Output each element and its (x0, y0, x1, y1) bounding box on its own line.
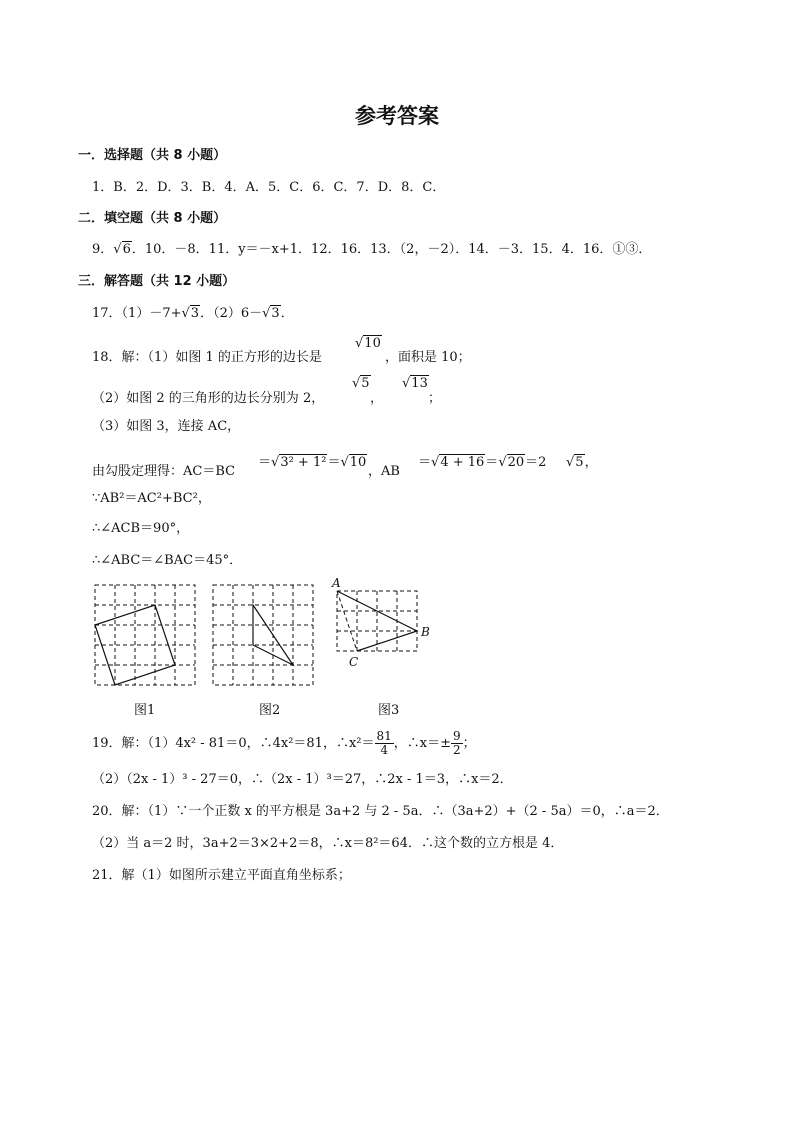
q18-line-5: ∵AB²＝AC²+BC²， (92, 491, 211, 506)
q18-ab-label: ，AB (368, 464, 400, 479)
figure-2 (213, 585, 313, 685)
q17-part-a: 17．（1）－7+ (92, 306, 182, 321)
point-b-label: B (421, 625, 430, 639)
q21-line-1: 21．解（1）如图所示建立平面直角坐标系； (92, 868, 351, 883)
q18-line-1-end: ，面积是 10； (385, 350, 471, 365)
q17-line (92, 302, 294, 321)
q19-line-1 (92, 730, 476, 757)
q18-line-7: ∴∠ABC＝∠BAC＝45°． (92, 553, 243, 568)
q18-eq-1: ＝√3² + 1²＝√10 (258, 455, 367, 470)
q19-line-2: （2）（2x - 1）³ - 27＝0，∴（2x - 1）³＝27，∴2x - 1＝3，∴x＝2． (92, 772, 513, 787)
section-fill-heading: 二．填空题（共 8 小题） (78, 211, 227, 226)
q18-eq-2: ＝√4 + 16＝√20＝2 (418, 455, 547, 470)
sqrt-radicand: 6 (122, 242, 131, 257)
choice-answers: 1．B．2．D．3．B．4．A．5．C．6．C．7．D．8．C． (92, 180, 446, 195)
sqrt-symbol: √6 (113, 242, 131, 257)
sqrt-symbol: √3 (262, 306, 280, 321)
page-title: 参考答案 (355, 104, 439, 128)
q18-sqrt-13: √13 (402, 376, 428, 391)
sqrt-radicand: 3 (271, 306, 280, 321)
q18-line-3: （3）如图 3，连接 AC， (92, 419, 241, 434)
q20-line-1: 20．解：（1）∵一个正数 x 的平方根是 3a+2 与 2 - 5a．∴（3a+2）+（2 - 5a）＝0，∴a＝2． (92, 804, 669, 819)
sqrt-radicand: 3 (190, 306, 200, 321)
q19-part-m: ，∴x＝± (393, 736, 452, 751)
q18-sqrt-10: √10 (355, 336, 381, 351)
fill-answers (92, 238, 651, 257)
figure-3 (331, 576, 430, 669)
q18-sqrt-5: √5 (352, 376, 370, 391)
point-a-label: A (332, 576, 341, 590)
q17-part-c: ． (280, 306, 294, 321)
q18-sqrt-5b: √5， (566, 455, 598, 470)
q18-line-2: （2）如图 2 的三角形的边长分别为 2， (92, 391, 325, 406)
q18-line-6: ∴∠ACB＝90°， (92, 521, 190, 536)
q19-part-b: ； (462, 736, 476, 751)
section-solution-heading: 三．解答题（共 12 小题） (78, 274, 236, 289)
q18-line-1: 18．解：（1）如图 1 的正方形的边长是 (92, 350, 322, 365)
q18-line-2-end: ； (428, 391, 442, 406)
q20-line-2: （2）当 a＝2 时，3a+2＝3×2+2＝8，∴x＝8²＝64．∴这个数的立方根是 4． (92, 836, 564, 851)
figure-1-caption: 图1 (134, 703, 156, 718)
fill-rest: ．10．－8．11．y＝－x+1．12．16．13．（2，－2）．14．－3．15．4．16．①③． (131, 242, 652, 257)
figure-3-caption: 图3 (378, 703, 400, 718)
q19-part-a: 19．解：（1）4x² - 81＝0，∴4x²＝81，∴x²＝ (92, 736, 375, 751)
figure-1 (95, 585, 195, 685)
fraction-81-4: $\frac{81}{4}$ (376, 729, 392, 757)
figure-2-caption: 图2 (259, 703, 281, 718)
q18-line-4-start: 由勾股定理得：AC＝BC (92, 464, 236, 479)
q18-figures (90, 575, 440, 695)
fill-prefix: 9． (92, 242, 114, 257)
sqrt-symbol: √3 (181, 306, 200, 321)
point-c-label: C (349, 655, 359, 669)
q17-part-b: ．（2）6－ (200, 306, 263, 321)
q18-comma: ， (370, 391, 384, 406)
section-choice-heading: 一．选择题（共 8 小题） (78, 148, 227, 163)
fraction-9-2: $\frac{9}{2}$ (453, 729, 461, 757)
